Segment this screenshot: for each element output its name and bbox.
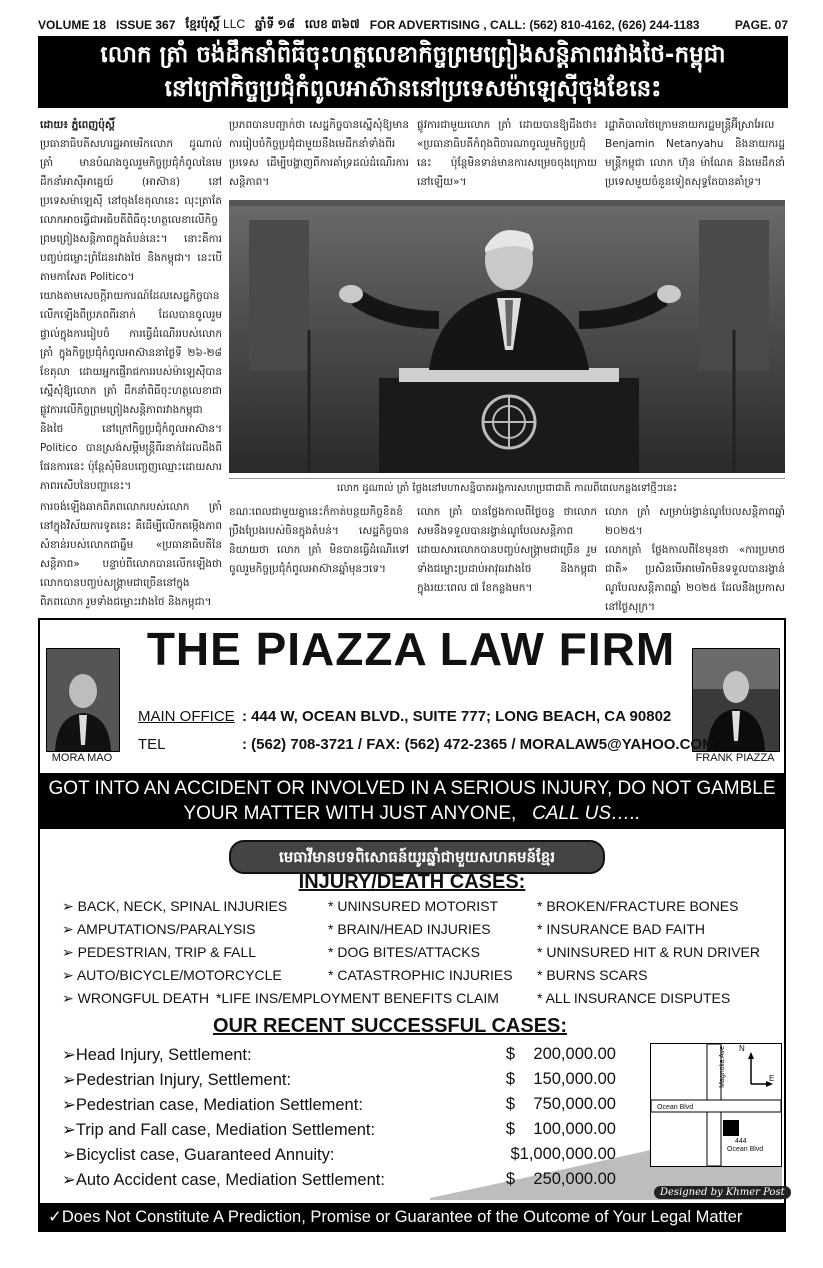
injury-cases-col-2 (216, 898, 513, 1013)
case-item: ➢ BACK, NECK, SPINAL INJURIES (62, 898, 288, 914)
map-east-label: E (769, 1074, 775, 1083)
firm-name: THE PIAZZA LAW FIRM (146, 623, 676, 675)
banner-line-2: YOUR MATTER WITH JUST ANYONE, CALL US….. (183, 803, 641, 824)
contact-row (138, 736, 715, 753)
recent-case-label: ➢Trip and Fall case, Mediation Settlement: (62, 1121, 376, 1139)
office-label: MAIN OFFICE (138, 708, 235, 725)
article-column-3-bottom: លោក ត្រាំ បានថ្លែងកាលពីថ្ងៃចន្ទ ថាលោកសមនឹងទទួលបានរង្វាន់ណូបែលសន្តិភាព ដោយសារលោកបានបញ្ចប់សង្គ្រាមជាច្រើន រួមទាំងជម្លោះប្រដាប់អាវុធរវាងថៃ និងកម្ពុជា ក្នុងរយៈពេល ៧ ខែកន្លងមក។ (417, 506, 597, 594)
portrait-mora-mao (46, 648, 120, 752)
office-address: : 444 W, OCEAN BLVD., SUITE 777; LONG BEACH, CA 90802 (242, 708, 672, 725)
article-column-1 (40, 116, 223, 608)
designer-credit (654, 1180, 791, 1199)
recent-case-amount: $ 100,000.00 (505, 1120, 616, 1138)
case-item: ➢ PEDESTRIAN, TRIP & FALL (62, 944, 257, 960)
designed-by-label: Designed by Khmer Post (654, 1186, 791, 1199)
map-building-street: Ocean Blvd (727, 1146, 764, 1153)
injury-cases-col-3 (537, 898, 760, 1013)
recent-case-amount: $ 250,000.00 (505, 1170, 616, 1188)
speaker-at-podium-image (229, 200, 785, 473)
recent-case-amount: $ 150,000.00 (505, 1070, 616, 1088)
year-label-km: ឆ្នាំទី ១៨ (255, 17, 295, 31)
case-item: * DOG BITES/ATTACKS (328, 944, 480, 960)
case-item: ➢ WRONGFUL DEATH (62, 990, 210, 1006)
case-item: *LIFE INS/EMPLOYMENT BENEFITS CLAIM (216, 990, 499, 1006)
case-item: * UNINSURED MOTORIST (328, 898, 499, 914)
publisher-name: ខ្មែរប៉ុស្ដិ៍ LLC (185, 17, 246, 31)
article-column-2-top: ប្រភពបានបញ្ជាក់ថា សេដ្ឋកិច្ចបានស្នើសុំឱ្យមានការរៀបចំកិច្ចប្រជុំជាមួយនឹងមេដឹកនាំទាំងពីរប្រទេស ដើម្បីបង្ហាញពីការគាំទ្រដល់ដំណើរការសន្តិភាព។ (229, 119, 409, 188)
recent-case-amount: $1,000,000.00 (510, 1145, 616, 1163)
recent-case-label: ➢Auto Accident case, Mediation Settlement: (62, 1171, 385, 1189)
case-item: ➢ AMPUTATIONS/PARALYSIS (62, 921, 256, 937)
office-address-row (138, 708, 671, 725)
tel-label: TEL (138, 736, 166, 753)
case-item: * INSURANCE BAD FAITH (537, 921, 706, 937)
news-photo (229, 200, 785, 473)
portrait-label-left: MORA MAO (51, 752, 113, 764)
article-text: ការចង់ឡើងឆាកពិភពលោករបស់លោក ត្រាំ នៅក្នុងវិស័យការទូតនេះ គឺដើម្បីលើកតម្កើងភាពសំខាន់របស់លោកជាធ្នឹម «ប្រធានាធិបតីនៃសន្តិភាព» បន្ទាប់ពីលោកបានលើកឡើងថាលោកបានបញ្ចប់សង្គ្រាមជាច្រើននៅក្នុងពិភពលោក រួមទាំងជម្លោះរវាងថៃ និងកម្ពុជា។ (40, 501, 222, 608)
recent-case-label: ➢Pedestrian case, Mediation Settlement: (62, 1096, 363, 1114)
person-portrait-icon (47, 649, 119, 751)
volume-label: VOLUME 18 (38, 18, 107, 32)
recent-case-amount: $ 750,000.00 (505, 1095, 616, 1113)
portrait-label-right: FRANK PIAZZA (695, 752, 775, 764)
article-column-2-bottom: ខណៈពេលជាមួយគ្នានេះក៏កាត់បន្ថយកិច្ចខិតខំប្រឹងប្រែងរបស់ចិនក្នុងតំបន់។ សេដ្ឋកិច្ចបាននិយាយថា លោក ត្រាំ មិនបានធ្វើដំណើរទៅចូលរួមកិច្ចប្រជុំកំពូលអាស៊ានឆ្នាំមុនៗទេ។ (229, 506, 409, 575)
headline-banner (38, 36, 788, 108)
map-street-horizontal: Ocean Blvd (657, 1104, 694, 1111)
masthead-strip (38, 14, 788, 36)
tel-fax-email: : (562) 708-3721 / FAX: (562) 472-2365 / MORALAW5@YAHOO.COM (242, 736, 715, 753)
case-item: * BURNS SCARS (537, 967, 648, 983)
byline: ដោយ៖ ភ្នំពេញប៉ុស្ដិ៍ (40, 119, 115, 131)
case-item: * ALL INSURANCE DISPUTES (537, 990, 731, 1006)
article-column-4-top: រដ្ឋាភិបាលថៃក្រោមនាយករដ្ឋមន្ត្រីអ៊ីស្រាអែល Benjamin Netanyahu និងនាយករដ្ឋមន្ត្រីកម្ពុជា លោក ហ៊ុន ម៉ាណែត និងមេដឹកនាំប្រទេសមួយចំនួនទៀតសុទ្ធតែបានគាំទ្រ។ (605, 119, 785, 188)
recent-cases-amounts (480, 1045, 616, 1195)
article-text: ប្រធានាធិបតីសហរដ្ឋអាមេរិកលោក ដូណាល់ ត្រាំ មានបំណងចូលរួមកិច្ចប្រជុំកំពូលនៃមេដឹកនាំអាស៊ីអាគ្នេយ៍ (អាស៊ាន) នៅប្រទេសម៉ាឡេស៊ី នៅចុងខែតុលានេះ លុះត្រាតែលោកអាចធ្វើជាអធិបតីពិធីចុះហត្ថលេខាលើកិច្ចព្រមព្រៀងសន្តិភាពក្នុងតំបន់នេះ។ នោះគឺការបញ្ចប់ជម្លោះព្រំដែនរវាងថៃ និងកម្ពុជា។ នេះបើតាមកាសែត Politico។ យោងតាមសេចក្តីរាយការណ៍ដែលសេដ្ឋកិច្ចបានលើកឡើងពីប្រភពពីរនាក់ ដែលបានចូលរួមផ្ទាល់ក្នុងការរៀបចំ ការធ្វើដំណើររបស់លោក ត្រាំ ក្នុងកិច្ចប្រជុំកំពូលអាស៊ាននាថ្ងៃទី ២៦-២៨ ខែតុលា ដោយអ្នកផ្ញើរាជការរបស់ម៉ាឡេស៊ីបានស្នើសុំឱ្យលោក ត្រាំ ដឹកនាំពិធីចុះហត្ថលេខាជាផ្លូវការលើកិច្ចព្រមព្រៀងសន្តិភាពរវាងកម្ពុជា និងថៃ នៅក្រៅកិច្ចប្រជុំកំពូលអាស៊ាន។ Politico បានស្រង់សម្តីមន្ត្រីពីរនាក់ដែលដឹងពីផែនការនេះ ប៉ុន្តែសុំមិនបញ្ចេញឈ្មោះដោយសារភាពរសើបនៃបញ្ហានេះ។ (40, 138, 223, 492)
issue-label: ISSUE 367 (116, 18, 176, 32)
case-item: ➢ AUTO/BICYCLE/MOTORCYCLE (62, 967, 282, 983)
injury-cases-title: INJURY/DEATH CASES: (298, 871, 526, 893)
article-column-3-top: ផ្លូវការជាមួយលោក ត្រាំ ដោយបានឱ្យដឹងថា៖ «ប្រធានាធិបតីកំពុងពិចារណាចូលរួមកិច្ចប្រជុំនេះ ប៉ុន្តែមិនទាន់មានការសម្រេចចុងក្រោយនៅឡើយ»។ (417, 119, 597, 188)
recent-case-label: ➢Bicyclist case, Guaranteed Annuity: (62, 1146, 335, 1164)
case-item: * UNINSURED HIT & RUN DRIVER (537, 944, 760, 960)
article-column-4-bottom: លោក ត្រាំ សម្រាប់រង្វាន់ណូបែលសន្តិភាពឆ្នាំ ២០២៥។ លោកត្រាំ ថ្លែងកាលពីខែមុនថា «ការប្រមាថជាតិ» ប្រសិនបើអាមេរិកមិនទទួលបានរង្វាន់ណូបែលសន្តិភាពឆ្នាំ ២០២៥ ដែលនឹងប្រកាសនៅថ្ងៃសុក្រ។ (605, 506, 785, 613)
recent-cases-title: OUR RECENT SUCCESSFUL CASES: (212, 1015, 568, 1037)
legal-disclaimer: ✓Does Not Constitute A Prediction, Promise or Guarantee of the Outcome of Your Legal Matter (40, 1203, 784, 1231)
recent-case-label: ➢Pedestrian Injury, Settlement: (62, 1071, 292, 1089)
case-item: * BRAIN/HEAD INJURIES (328, 921, 491, 937)
issue-label-km: លេខ ៣៦៧ (305, 17, 360, 31)
photo-caption: លោក ដូណាល់ ត្រាំ ថ្លែងនៅមហាសន្និបាតអង្គការសហប្រជាជាតិ កាលពីពេលកន្លងទៅថ្មីៗនេះ (229, 478, 785, 499)
case-item: * CATASTROPHIC INJURIES (328, 967, 513, 983)
map-street-vertical: Magnolia Ave (719, 1046, 726, 1088)
advertising-contact: FOR ADVERTISING , CALL: (562) 810-4162, (626) 244-1183 (369, 18, 700, 32)
map-building-number: 444 (735, 1138, 747, 1145)
khmer-community-badge: មេធាវីមានបទពិសោធន៍យូរឆ្នាំជាមួយសហគមន៍ខ្មែរ (229, 840, 605, 874)
location-map (650, 1043, 782, 1167)
recent-cases-list (62, 1045, 385, 1195)
call-to-action-banner (40, 773, 784, 829)
headline-line-2: នៅក្រៅកិច្ចប្រជុំកំពូលអាស៊ាននៅប្រទេសម៉ាឡេស៊ីចុងខែនេះ (164, 76, 662, 102)
map-north-label: N (739, 1044, 745, 1053)
recent-case-label: ➢Head Injury, Settlement: (62, 1046, 252, 1064)
case-item: * BROKEN/FRACTURE BONES (537, 898, 739, 914)
page-number: PAGE. 07 (734, 18, 788, 32)
headline-line-1: លោក ត្រាំ ចង់ដឹកនាំពិធីចុះហត្ថលេខាកិច្ចព្រមព្រៀងសន្តិភាពរវាងថៃ-កម្ពុជា (100, 42, 726, 68)
banner-line-1: GOT INTO AN ACCIDENT OR INVOLVED IN A SERIOUS INJURY, DO NOT GAMBLE (48, 778, 776, 799)
recent-case-amount: $ 200,000.00 (505, 1045, 616, 1063)
